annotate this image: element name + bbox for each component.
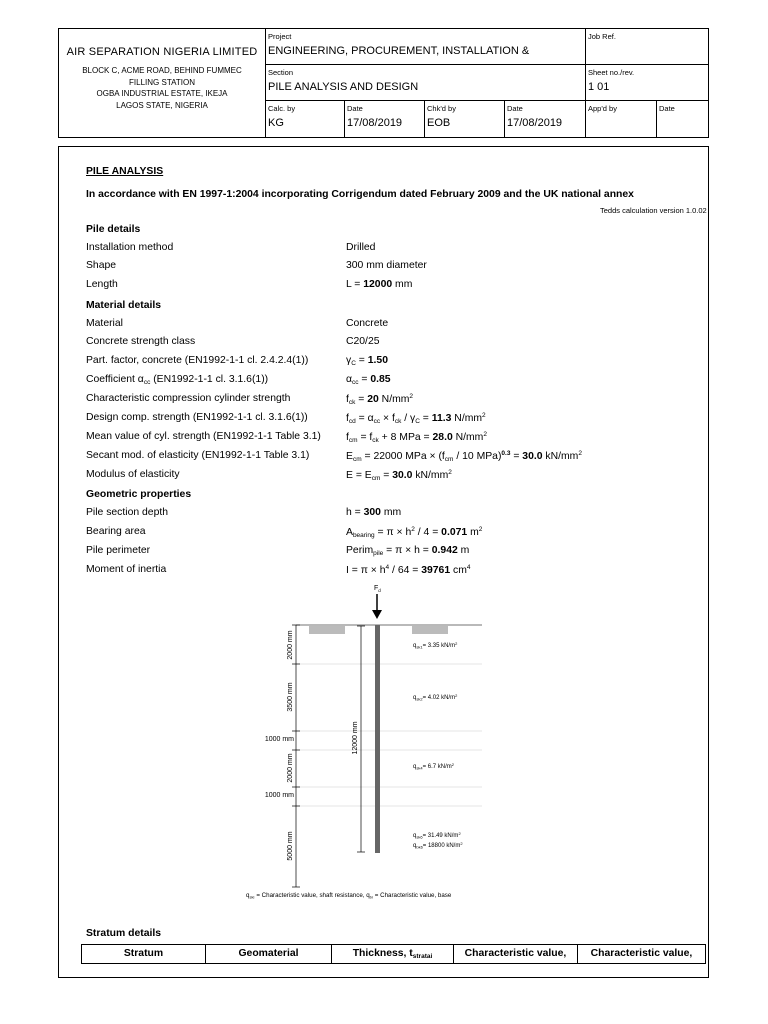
subscript: C bbox=[351, 360, 356, 367]
param-label: Material bbox=[86, 318, 123, 329]
section-heading: Geometric properties bbox=[86, 489, 192, 500]
section-heading: Stratum details bbox=[86, 928, 162, 939]
project-value: ENGINEERING, PROCUREMENT, INSTALLATION & bbox=[268, 45, 530, 57]
formula-part: = α bbox=[355, 413, 374, 424]
shaft-resistance-label: $q_{sk4}= 6.7$ $kN/m^2$ bbox=[413, 762, 454, 771]
standard-reference: In accordance with EN 1997-1:2004 incorporating Corrigendum dated February 2009 and the UK national annex bbox=[86, 189, 634, 200]
formula-part: = π × h bbox=[374, 527, 412, 538]
param-label: Secant mod. of elasticity (EN1992-1-1 Table 3.1) bbox=[86, 450, 310, 461]
calcby-label: Calc. by bbox=[268, 104, 296, 113]
page-title: PILE ANALYSIS bbox=[86, 166, 164, 177]
chkby-label: Chk'd by bbox=[427, 104, 456, 113]
param-label: Mean value of cyl. strength (EN1992-1-1 Table 3.1) bbox=[86, 431, 321, 442]
base-resistance-label: $q_{bk6}= 18800$ $kN/m^2$ bbox=[413, 841, 463, 850]
pile-shaft bbox=[375, 625, 380, 853]
formula-part: A bbox=[346, 527, 353, 538]
subscript: cc bbox=[352, 379, 359, 386]
shaft-resistance-label: $q_{sk1}= 3.35$ $kN/m^2$ bbox=[413, 641, 458, 650]
unit: mm bbox=[380, 507, 402, 518]
jobref-label: Job Ref. bbox=[588, 32, 616, 41]
column-header bbox=[332, 945, 454, 963]
address-line: OGBA INDUSTRIAL ESTATE, IKEJA bbox=[96, 89, 228, 98]
ground-hatch-right bbox=[412, 626, 448, 634]
result-value: 28.0 bbox=[432, 432, 453, 443]
diagram-caption: $q_{ski}$ = Characteristic value, shaft resistance, $q_{bi}$ = Characteristic value, base bbox=[246, 892, 452, 900]
result-value: 11.3 bbox=[431, 413, 452, 424]
unit: kN/mm bbox=[412, 470, 449, 481]
check-date-label: Date bbox=[507, 104, 523, 113]
formula-part: = bbox=[358, 374, 371, 385]
address-line: BLOCK C, ACME ROAD, BEHIND FUMMEC bbox=[82, 66, 242, 75]
subscript: cd bbox=[348, 418, 356, 425]
param-label: Shape bbox=[86, 260, 117, 271]
section-heading: Material details bbox=[86, 300, 162, 311]
unit: kN/mm bbox=[542, 451, 579, 462]
formula-part: Coefficient α bbox=[86, 374, 144, 385]
formula-part: L = bbox=[346, 279, 364, 290]
formula-part: / 4 = bbox=[414, 527, 442, 538]
subscript: ck bbox=[372, 437, 379, 444]
superscript: 2 bbox=[483, 431, 487, 438]
strata-boundaries bbox=[296, 664, 482, 806]
formula-part: h = bbox=[346, 507, 364, 518]
formula-part: + 8 MPa = bbox=[378, 432, 433, 443]
superscript: 2 bbox=[578, 450, 582, 457]
ground-hatch-left bbox=[309, 626, 345, 634]
dimension-label: 2000 mm bbox=[287, 753, 294, 783]
result-value: 20 bbox=[367, 394, 379, 405]
section-heading: Pile details bbox=[86, 224, 141, 235]
unit: N/mm bbox=[378, 394, 410, 405]
formula-part: / γ bbox=[401, 413, 416, 424]
param-value: 300 mm diameter bbox=[346, 260, 427, 271]
formula-part: I = π × h bbox=[346, 565, 386, 576]
subscript: cm bbox=[371, 475, 381, 482]
formula-part: × f bbox=[380, 413, 395, 424]
formula-part: α bbox=[346, 374, 353, 385]
superscript: 2 bbox=[411, 526, 415, 533]
load-arrow-icon bbox=[372, 610, 382, 619]
shaft-resistance-label: $q_{sk2}= 4.02$ $kN/m^2$ bbox=[413, 693, 458, 702]
param-label: Modulus of elasticity bbox=[86, 469, 180, 480]
param-value: C20/25 bbox=[346, 336, 380, 347]
formula-part: γ bbox=[346, 355, 352, 366]
result-value: 39761 bbox=[421, 565, 451, 576]
param-value: Drilled bbox=[346, 242, 376, 253]
pile-length-label: 12000 mm bbox=[352, 721, 359, 755]
result-value: 0.85 bbox=[370, 374, 391, 385]
version-note: Tedds calculation version 1.0.02 bbox=[600, 206, 707, 215]
check-date-value: 17/08/2019 bbox=[507, 117, 563, 129]
subscript: C bbox=[415, 418, 420, 425]
formula-part: E = E bbox=[346, 470, 372, 481]
formula-part: Perim bbox=[346, 545, 374, 556]
unit: N/mm bbox=[452, 432, 484, 443]
superscript: 0.3 bbox=[501, 450, 511, 457]
date-label: Date bbox=[347, 104, 363, 113]
formula-part: / 10 MPa) bbox=[453, 451, 502, 462]
superscript: 2 bbox=[409, 393, 414, 400]
superscript: 4 bbox=[466, 564, 471, 571]
column-header: Characteristic value, bbox=[590, 948, 693, 959]
formula-part: E bbox=[346, 451, 353, 462]
param-label: Length bbox=[86, 279, 118, 290]
param-label: Pile perimeter bbox=[86, 545, 151, 556]
sheet-label: Sheet no./rev. bbox=[588, 68, 635, 77]
subscript: cc bbox=[373, 418, 381, 425]
address-line: FILLING STATION bbox=[129, 77, 195, 87]
approve-date-label: Date bbox=[659, 104, 675, 113]
chkby-value: EOB bbox=[427, 117, 451, 129]
formula-part: f bbox=[346, 413, 349, 424]
formula-part: (EN1992-1-1 cl. 3.1.6(1)) bbox=[150, 374, 269, 385]
section-label: Section bbox=[268, 68, 294, 77]
subscript: cm bbox=[444, 456, 454, 463]
param-label: Moment of inertia bbox=[86, 564, 167, 575]
param-label: Bearing area bbox=[86, 526, 146, 537]
formula-part: f bbox=[346, 432, 349, 443]
result-value: 0.942 bbox=[431, 545, 458, 556]
section-value: PILE ANALYSIS AND DESIGN bbox=[268, 81, 419, 93]
load-label: $F_d$ bbox=[374, 585, 381, 593]
result-value: 30.0 bbox=[522, 451, 543, 462]
result-value: 1.50 bbox=[367, 355, 388, 366]
superscript: 4 bbox=[385, 564, 390, 571]
subscript: cm bbox=[348, 437, 358, 444]
result-value: 0.071 bbox=[441, 527, 468, 538]
formula-part: = bbox=[355, 394, 368, 405]
column-header: Characteristic value, bbox=[454, 945, 578, 963]
superscript: 2 bbox=[448, 469, 452, 476]
project-label: Project bbox=[268, 32, 292, 41]
formula-part: = f bbox=[357, 432, 373, 443]
dimension-label: 1000 mm bbox=[264, 736, 294, 743]
sheet-value: 1 01 bbox=[588, 81, 610, 93]
param-value: Concrete bbox=[346, 318, 389, 329]
superscript: 2 bbox=[482, 412, 486, 419]
column-header-text: Thickness, t bbox=[352, 948, 413, 959]
subscript: stratai bbox=[412, 953, 433, 960]
result-value: 300 bbox=[363, 507, 381, 518]
formula-part: = π × h = bbox=[383, 545, 432, 556]
dimension-label: 2000 mm bbox=[287, 630, 294, 660]
subscript: ck bbox=[348, 399, 356, 406]
unit: cm bbox=[450, 565, 467, 576]
result-value: 30.0 bbox=[392, 470, 413, 481]
appby-label: App'd by bbox=[588, 104, 617, 113]
formula-part: = bbox=[419, 413, 432, 424]
stratum-table-header bbox=[81, 944, 706, 964]
address-line: LAGOS STATE, NIGERIA bbox=[116, 100, 208, 110]
dimension-label: 3500 mm bbox=[287, 682, 294, 712]
param-label: Part. factor, concrete (EN1992-1-1 cl. 2.4.2.4(1)) bbox=[86, 355, 309, 366]
subscript: bearing bbox=[352, 532, 375, 539]
calcby-value: KG bbox=[268, 117, 284, 129]
superscript: 2 bbox=[478, 526, 483, 533]
column-header: Stratum bbox=[82, 945, 206, 963]
unit: m bbox=[467, 527, 479, 538]
unit: mm bbox=[392, 279, 413, 290]
unit: m bbox=[457, 545, 470, 556]
subscript: pile bbox=[373, 550, 384, 557]
formula-part: = bbox=[380, 470, 393, 481]
param-label: Pile section depth bbox=[86, 507, 169, 518]
column-header: Geomaterial bbox=[206, 945, 332, 963]
formula-part: f bbox=[346, 394, 349, 405]
param-label: Installation method bbox=[86, 242, 174, 253]
subscript: cm bbox=[352, 456, 362, 463]
subscript: ck bbox=[394, 418, 402, 425]
dimension-label: 1000 mm bbox=[264, 792, 294, 799]
param-label: Design comp. strength (EN1992-1-1 cl. 3.1.6(1)) bbox=[86, 412, 308, 423]
formula-part: = bbox=[355, 355, 368, 366]
formula-part: = bbox=[510, 451, 523, 462]
param-label: Concrete strength class bbox=[86, 336, 196, 347]
company-name: AIR SEPARATION NIGERIA LIMITED bbox=[66, 46, 258, 58]
shaft-resistance-label: $q_{sk6}= 31.49$ $kN/m^2$ bbox=[413, 831, 461, 840]
result-value: 12000 bbox=[363, 279, 393, 290]
dimension-label: 5000 mm bbox=[287, 831, 294, 861]
formula-part: = 22000 MPa × (f bbox=[361, 451, 445, 462]
formula-part: / 64 = bbox=[389, 565, 422, 576]
date-value: 17/08/2019 bbox=[347, 117, 403, 129]
param-label: Characteristic compression cylinder strength bbox=[86, 393, 291, 404]
unit: N/mm bbox=[451, 413, 483, 424]
subscript: cc bbox=[143, 379, 151, 386]
